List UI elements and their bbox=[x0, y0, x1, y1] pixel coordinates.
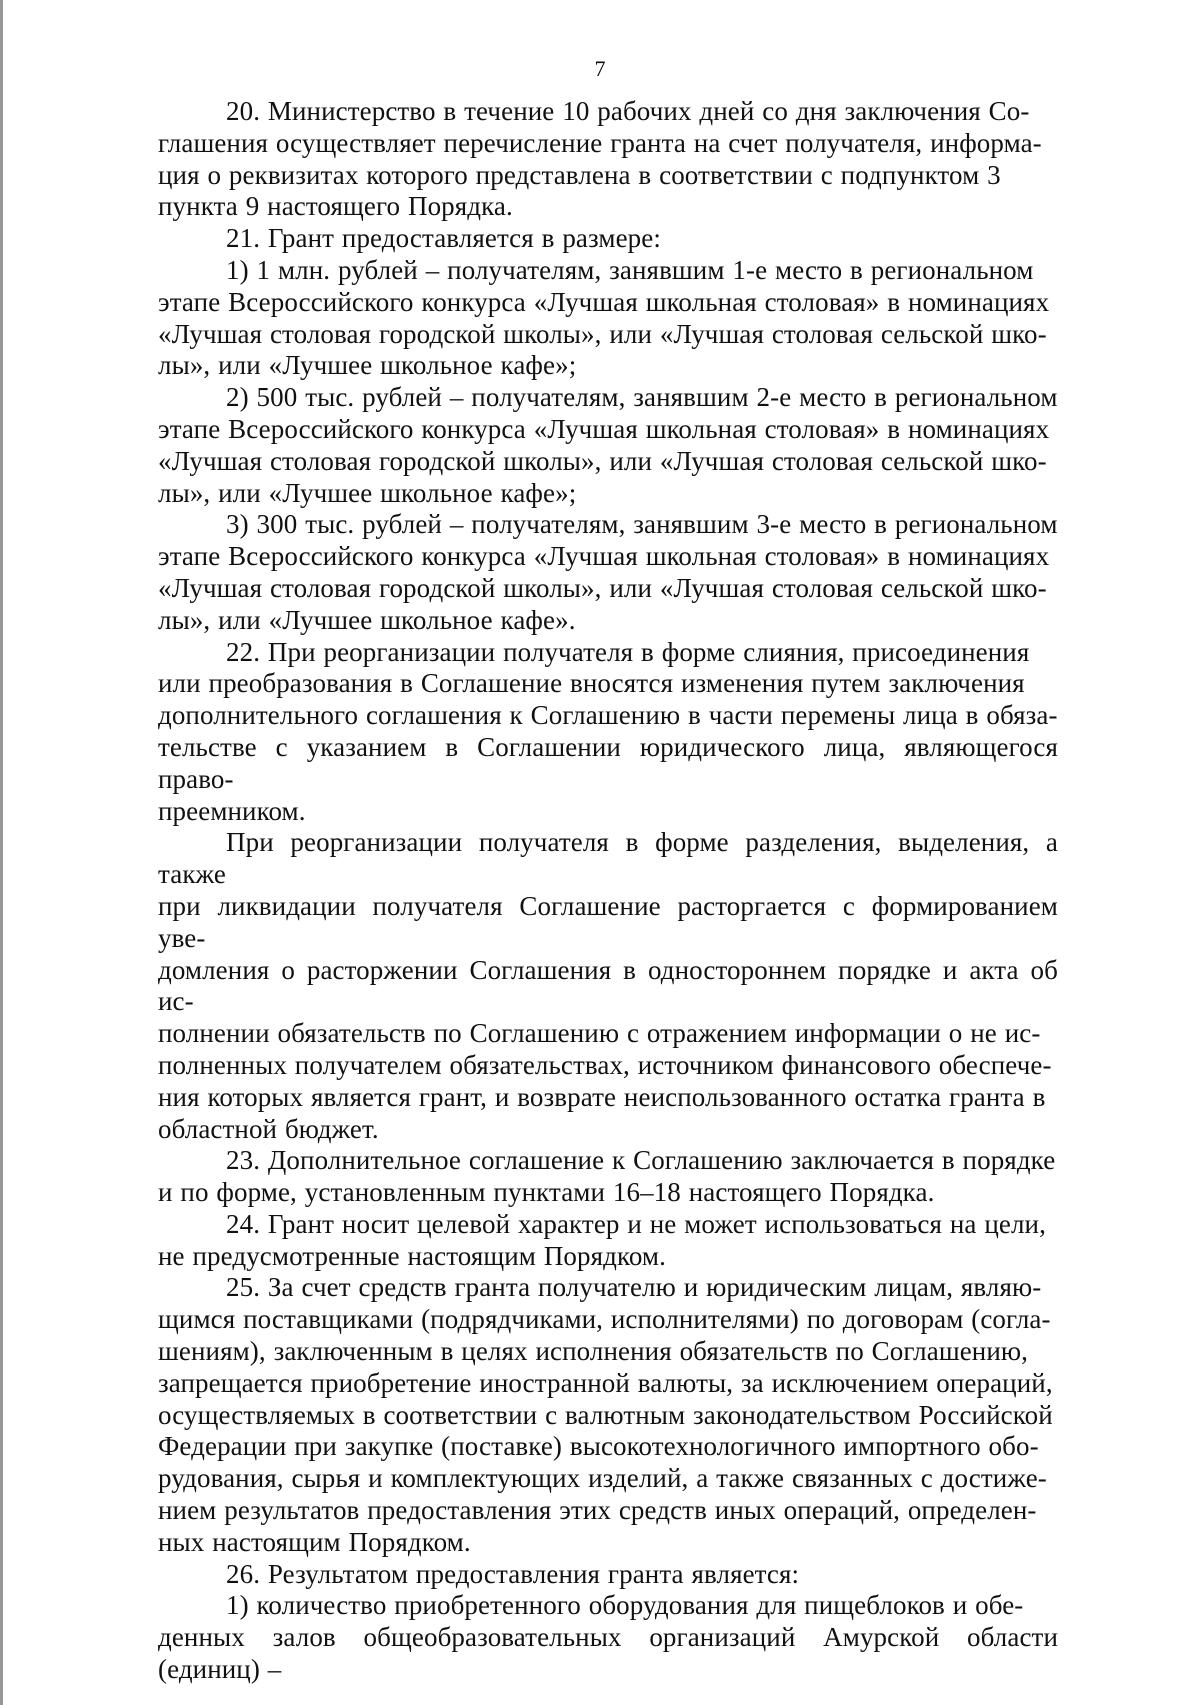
paragraph: 2) 500 тыс. рублей – получателям, занявшим 2-е место в региональном этапе Всероссийского конкурса «Лучшая школьная столовая» в номинациях «Лучшая столовая городской школы», или «Лучшая столовая сельской шко- лы», или «Лучшее школьное кафе»; bbox=[158, 382, 1058, 508]
paragraph: 21. Грант предоставляется в размере: bbox=[226, 223, 661, 254]
page-number: 7 bbox=[594, 56, 606, 81]
paragraph: 24. Грант носит целевой характер и не может использоваться на цели, не предусмотренные настоящим Порядком. bbox=[158, 1208, 1046, 1271]
paragraph: 3) 300 тыс. рублей – получателям, занявшим 3-е место в региональном этапе Всероссийского конкурса «Лучшая школьная столовая» в номинациях «Лучшая столовая городской школы», или «Лучшая столовая сельской шко- лы», или «Лучшее школьное кафе». bbox=[158, 509, 1058, 635]
paragraph: 23. Дополнительное соглашение к Соглашению заключается в порядке и по форме, установленным пунктами 16–18 настоящего Порядка. bbox=[158, 1145, 1056, 1208]
paragraph: При реорганизации получателя в форме разделения, выделения, а также при ликвидации получателя Соглашение расторгается с формированием уве- домления о расторжении Соглашения в одностороннем порядке и акта об ис- полнении обязательств по Соглашению с отражением информации о не ис- полненных получателем обязательствах, источником финансового обеспече- ния которых является грант, и возврате неиспользованного остатка гранта в областной бюджет. bbox=[158, 827, 1058, 1144]
document-body bbox=[158, 96, 1058, 1686]
scan-edge bbox=[0, 0, 3, 1705]
paragraph: 20. Министерство в течение 10 рабочих дней со дня заключения Со- глашения осуществляет перечисление гранта на счет получателя, информа- ция о реквизитах которого представлена в соответствии с подпунктом 3 пункта 9 настоящего Порядка. bbox=[158, 96, 1042, 222]
paragraph: 1) количество приобретенного оборудования для пищеблоков и обе- денных залов общеобразовательных организаций Амурской области (единиц) – bbox=[158, 1590, 1058, 1685]
paragraph: 26. Результатом предоставления гранта является: bbox=[226, 1558, 800, 1589]
paragraph: 22. При реорганизации получателя в форме слияния, присоединения или преобразования в Соглашение вносятся изменения путем заключения дополнительного соглашения к Соглашению в части перемены лица в обяза- тельстве с указанием в Соглашении юридического лица, являющегося право- преемником. bbox=[158, 636, 1058, 826]
paragraph: 25. За счет средств гранта получателю и юридическим лицам, являю- щимся поставщиками (подрядчиками, исполнителями) по договорам (согла- шениям), заключенным в целях исполнения обязательств по Соглашению, запрещается приобретение иностранной валюты, за исключением операций, осуществляемых в соответствии с валютным законодательством Российской Федерации при закупке (поставке) высокотехнологичного импортного обо- рудования, сырья и комплектующих изделий, а также связанных с достиже- нием результатов предоставления этих средств иных операций, определен- ных настоящим Порядком. bbox=[158, 1272, 1053, 1557]
paragraph: 1) 1 млн. рублей – получателям, занявшим 1-е место в региональном этапе Всероссийского конкурса «Лучшая школьная столовая» в номинациях «Лучшая столовая городской школы», или «Лучшая столовая сельской шко- лы», или «Лучшее школьное кафе»; bbox=[158, 254, 1050, 381]
